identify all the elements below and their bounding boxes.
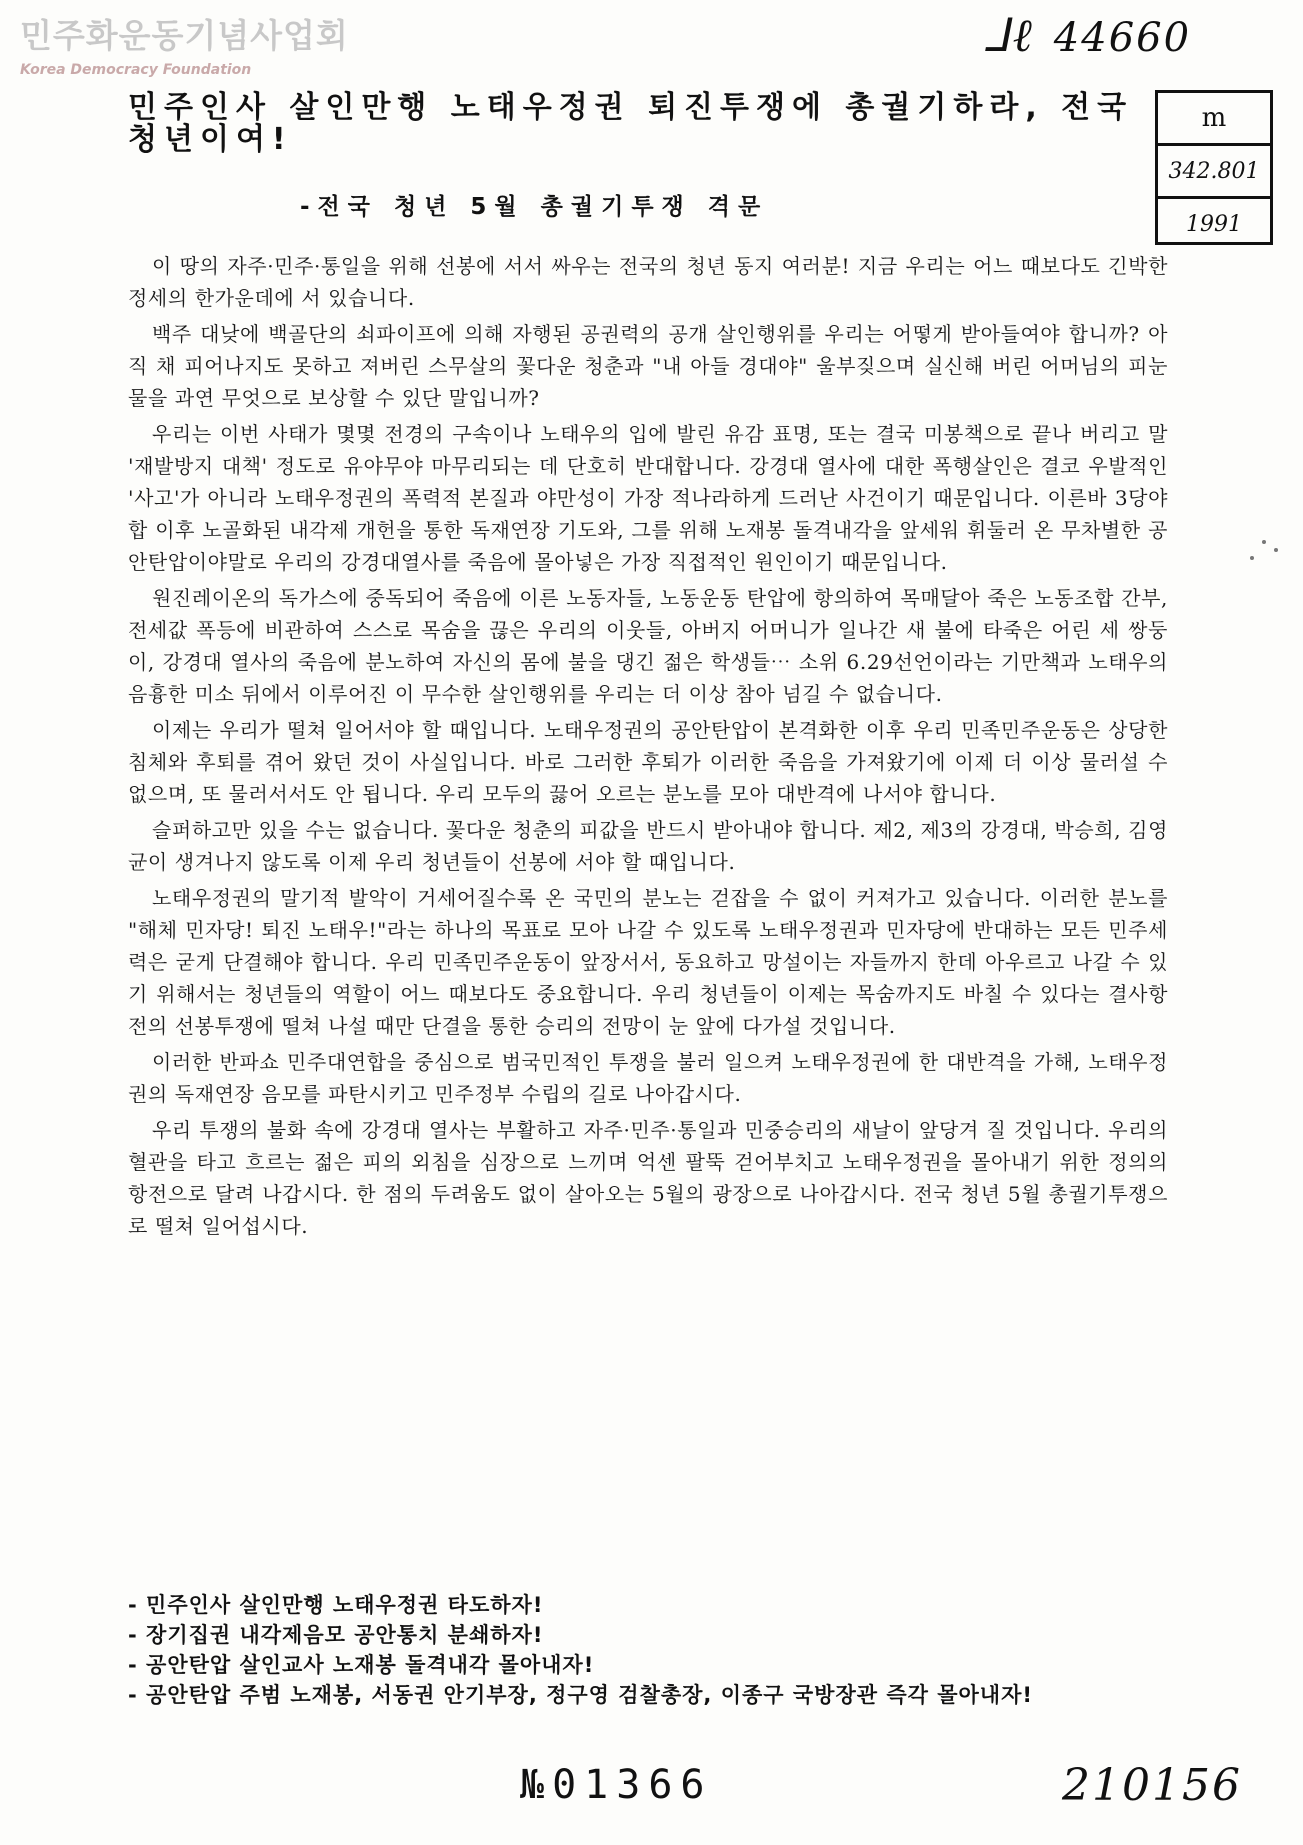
slogan-item: - 민주인사 살인만행 노태우정권 타도하자! <box>128 1593 544 1617</box>
handwritten-doc-id <box>985 8 1191 62</box>
body-paragraph: 이 땅의 자주·민주·통일을 위해 선봉에 서서 싸우는 전국의 청년 동지 여러분! 지금 우리는 어느 때보다도 긴박한 정세의 한가운데에 서 있습니다. <box>128 254 1168 310</box>
body-paragraph: 우리는 이번 사태가 몇몇 전경의 구속이나 노태우의 입에 발린 유감 표명, 또는 결국 미봉책으로 끝나 버리고 말 '재발방지 대책' 정도로 유야무야 마무리되는 데 단호히 반대합니다. 강경대 열사에 대한 폭행살인은 결코 우발적인 '사고'가 아니라 노태우정권의 폭력적 본질과 야만성이 가장 적나라하게 드러난 사건이기 때문입니다. 이른바 3당야합 이후 노골화된 내각제 개헌을 통한 독재연장 기도와, 그를 위해 노재봉 돌격내각을 앞세워 휘둘러 온 무차별한 공안탄압이야말로 우리의 강경대열사를 죽음에 몰아넣은 가장 직접적인 원인이기 때문입니다. <box>128 422 1168 574</box>
scan-speck <box>1262 540 1266 544</box>
handwritten-id-prefix: ⅃ℓ <box>985 8 1034 62</box>
body-paragraph: 노태우정권의 말기적 발악이 거세어질수록 온 국민의 분노는 걷잡을 수 없이 커져가고 있습니다. 이러한 분노를 "해체 민자당! 퇴진 노태우!"라는 하나의 목표로 모아 나갈 수 있도록 노태우정권과 민자당에 반대하는 모든 민주세력은 굳게 단결해야 합니다. 우리 민족민주운동이 앞장서서, 동요하고 망설이는 자들까지 한데 아우르고 나갈 수 있기 위해서는 청년들의 역할이 어느 때보다도 중요합니다. 우리 청년들이 이제는 목숨까지도 바칠 수 있다는 결사항전의 선봉투쟁에 떨쳐 나설 때만 단결을 통한 승리의 전망이 눈 앞에 다가설 것입니다. <box>128 886 1168 1038</box>
slogan-item: - 공안탄압 살인교사 노재봉 돌격내각 몰아내자! <box>128 1653 595 1677</box>
watermark-korean: 민주화운동기념사업회 <box>20 16 349 55</box>
body-paragraph: 이러한 반파쇼 민주대연합을 중심으로 범국민적인 투쟁을 불러 일으켜 노태우정권에 한 대반격을 가해, 노태우정권의 독재연장 음모를 파탄시키고 민주정부 수립의 길로 나아갑시다. <box>128 1050 1168 1106</box>
watermark-english: Korea Democracy Foundation <box>20 62 252 78</box>
body-paragraph: 슬퍼하고만 있을 수는 없습니다. 꽃다운 청춘의 피값을 반드시 받아내야 합니다. 제2, 제3의 강경대, 박승희, 김영균이 생겨나지 않도록 이제 우리 청년들이 선봉에 서야 할 때입니다. <box>128 818 1168 874</box>
slogan-item: - 공안탄압 주범 노재봉, 서동권 안기부장, 정구영 검찰총장, 이종구 국방장관 즉각 몰아내자! <box>128 1683 1033 1707</box>
document-title: 민주인사 살인만행 노태우정권 퇴진투쟁에 총궐기하라, 전국 청년이여! <box>128 90 1134 157</box>
body-paragraph: 이제는 우리가 떨쳐 일어서야 할 때입니다. 노태우정권의 공안탄압이 본격화한 이후 우리 민족민주운동은 상당한 침체와 후퇴를 겪어 왔던 것이 사실입니다. 바로 그러한 후퇴가 이러한 죽음을 가져왔기에 이제 더 이상 물러설 수 없으며, 또 물러서서도 안 됩니다. 우리 모두의 끓어 오르는 분노를 모아 대반격에 나서야 합니다. <box>128 718 1168 806</box>
call-class-mark: m <box>1158 93 1270 146</box>
scan-speck <box>1250 556 1254 560</box>
call-year: 1991 <box>1186 211 1242 237</box>
call-number: 342.801 <box>1158 146 1270 199</box>
body-paragraph: 우리 투쟁의 불화 속에 강경대 열사는 부활하고 자주·민주·통일과 민중승리의 새날이 앞당겨 질 것입니다. 우리의 혈관을 타고 흐르는 젊은 피의 외침을 심장으로 느끼며 억센 팔뚝 걷어부치고 노태우정권을 몰아내기 위한 정의의 항전으로 달려 나갑시다. 한 점의 두려움도 없이 살아오는 5월의 광장으로 나아갑시다. 전국 청년 5월 총궐기투쟁으로 떨쳐 일어섭시다. <box>128 1118 1168 1238</box>
foundation-watermark <box>20 16 349 78</box>
body-paragraph: 백주 대낮에 백골단의 쇠파이프에 의해 자행된 공권력의 공개 살인행위를 우리는 어떻게 받아들여야 합니까? 아직 채 피어나지도 못하고 져버린 스무살의 꽃다운 청춘과 "내 아들 경대야" 울부짖으며 실신해 버린 어머님의 피눈물을 과연 무엇으로 보상할 수 있단 말입니까? <box>128 322 1168 410</box>
document-body <box>128 250 1168 1246</box>
slogan-item: - 장기집권 내각제음모 공안통치 분쇄하자! <box>128 1623 544 1647</box>
slogan-list <box>128 1590 1168 1710</box>
handwritten-bottom-number: 210156 <box>1062 1760 1242 1811</box>
body-paragraph: 원진레이온의 독가스에 중독되어 죽음에 이른 노동자들, 노동운동 탄압에 항의하여 목매달아 죽은 노동조합 간부, 전세값 폭등에 비관하여 스스로 목숨을 끊은 우리의 이웃들, 아버지 어머니가 일나간 새 불에 타죽은 어린 세 쌍둥이, 강경대 열사의 죽음에 분노하여 자신의 몸에 불을 댕긴 젊은 학생들⋯ 소위 6.29선언이라는 기만책과 노태우의 음흉한 미소 뒤에서 이루어진 이 무수한 살인행위를 우리는 더 이상 참아 넘길 수 없습니다. <box>128 586 1168 706</box>
serial-number-stamp: №01366 <box>520 1762 713 1808</box>
call-number-stamp <box>1155 90 1273 245</box>
handwritten-id-number: 44660 <box>1053 15 1192 61</box>
scan-speck <box>1274 548 1278 552</box>
document-subtitle: -전국 청년 5월 총궐기투쟁 격문 <box>300 194 769 220</box>
